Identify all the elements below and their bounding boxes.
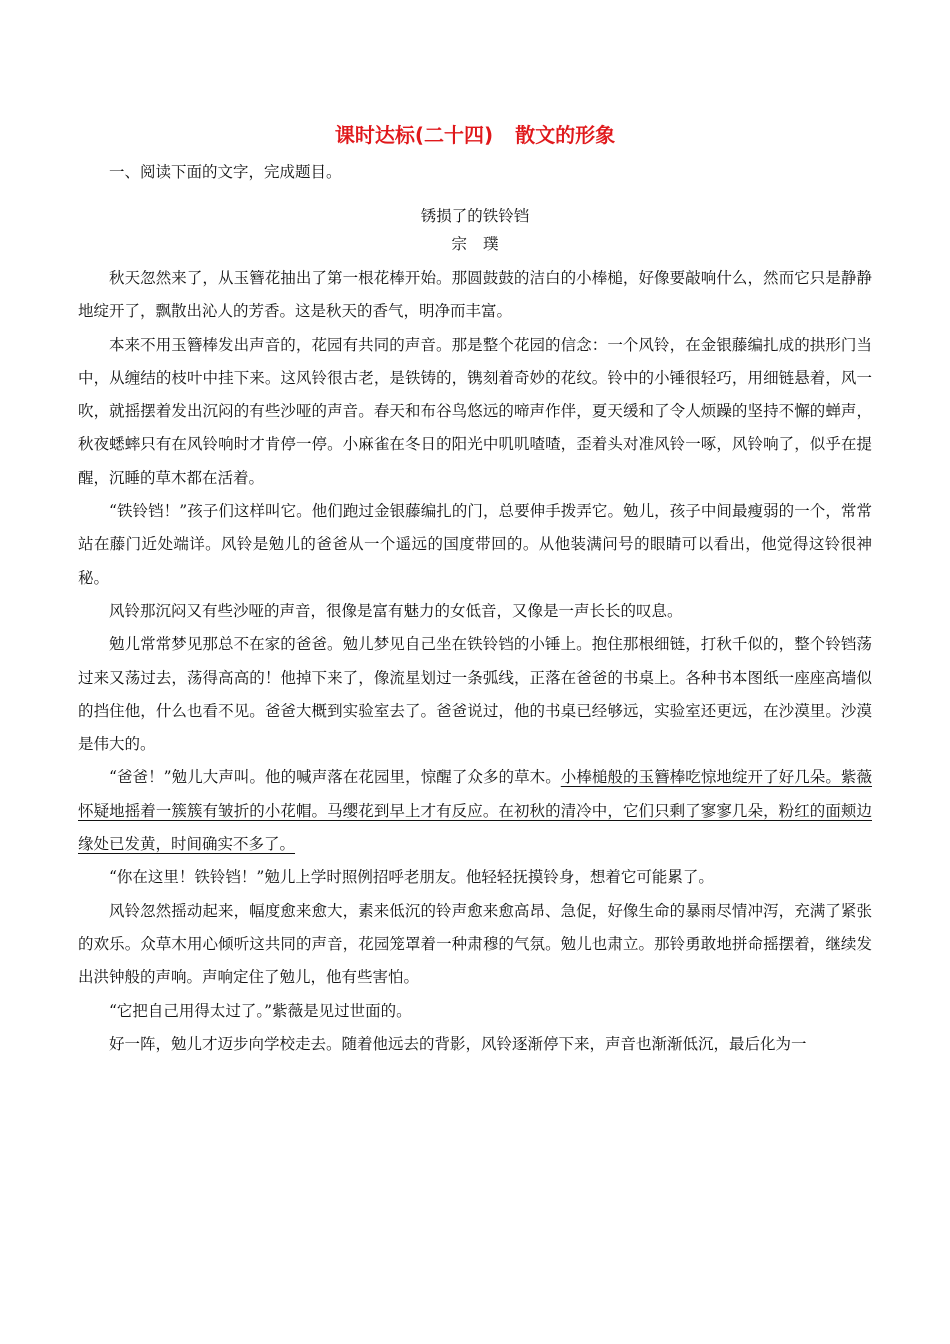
article-paragraph-underlined	[78, 761, 872, 861]
article-paragraph: 勉儿常常梦见那总不在家的爸爸。勉儿梦见自己坐在铁铃铛的小锤上。抱住那根细链，打秋千似的，整个铃铛荡过来又荡过去，荡得高高的！他掉下来了，像流星划过一条弧线，正落在爸爸的书桌上。各种书本图纸一座座高墙似的挡住他，什么也看不见。爸爸大概到实验室去了。爸爸说过，他的书桌已经够远，实验室还更远，在沙漠里。沙漠是伟大的。	[78, 635, 872, 754]
article-paragraph: “它把自己用得太过了。”紫薇是见过世面的。	[109, 1001, 412, 1020]
article-paragraph: “你在这里！铁铃铛！”勉儿上学时照例招呼老朋友。他轻轻抚摸铃身，想着它可能累了。	[109, 868, 714, 887]
question-instruction: 一、阅读下面的文字，完成题目。	[109, 163, 342, 181]
page-title	[78, 120, 872, 150]
article-author: 宗璞	[451, 235, 515, 253]
paragraph-plain-text: “爸爸！”勉儿大声叫。他的喊声落在花园里，惊醒了众多的草木。	[109, 768, 561, 787]
article-title: 锈损了的铁铃铛	[420, 207, 530, 225]
article-paragraph: 本来不用玉簪棒发出声音的，花园有共同的声音。那是整个花园的信念：一个风铃，在金银藤编扎成的拱形门当中，从缠结的枝叶中挂下来。这风铃很古老，是铁铸的，镌刻着奇妙的花纹。铃中的小锤很轻巧，用细链悬着，风一吹，就摇摆着发出沉闷的有些沙哑的声音。春天和布谷鸟悠远的啼声作伴，夏天缓和了令人烦躁的坚持不懈的蝉声，秋夜蟋蟀只有在风铃响时才肯停一停。小麻雀在冬日的阳光中叽叽喳喳，歪着头对准风铃一啄，风铃响了，似乎在提醒，沉睡的草木都在活着。	[78, 335, 872, 487]
page-title-main: 课时达标(二十四)	[334, 123, 494, 147]
article-paragraph: 风铃那沉闷又有些沙哑的声音，很像是富有魅力的女低音，又像是一声长长的叹息。	[109, 601, 683, 620]
underlined-passage: 小棒槌般的玉簪棒吃惊地绽开了好几朵。紫薇怀疑地摇着一簇簇有皱折的小花帽。马缨花到早上才有反应。在初秋的清冷中，它们只剩了寥寥几朵，粉红的面颊边缘处已发黄，时间确实不多了。	[78, 768, 872, 854]
article-paragraph: 好一阵，勉儿才迈步向学校走去。随着他远去的背影，风铃逐渐停下来，声音也渐渐低沉，最后化为一	[109, 1034, 807, 1053]
page-title-topic: 散文的形象	[515, 123, 616, 147]
article-paragraph: “铁铃铛！”孩子们这样叫它。他们跑过金银藤编扎的门，总要伸手拨弄它。勉儿，孩子中间最瘦弱的一个，常常站在藤门近处端详。风铃是勉儿的爸爸从一个遥远的国度带回的。从他装满问号的眼睛可以看出，他觉得这铃很神秘。	[78, 502, 872, 587]
article-paragraph: 秋天忽然来了，从玉簪花抽出了第一根花棒开始。那圆鼓鼓的洁白的小棒槌，好像要敲响什么，然而它只是静静地绽开了，飘散出沁人的芳香。这是秋天的香气，明净而丰富。	[78, 269, 872, 321]
article-paragraph: 风铃忽然摇动起来，幅度愈来愈大，素来低沉的铃声愈来愈高昂、急促，好像生命的暴雨尽情冲泻，充满了紧张的欢乐。众草木用心倾听这共同的声音，花园笼罩着一种肃穆的气氛。勉儿也肃立。那铃勇敢地拼命摇摆着，继续发出洪钟般的声响。声响定住了勉儿，他有些害怕。	[78, 901, 872, 987]
